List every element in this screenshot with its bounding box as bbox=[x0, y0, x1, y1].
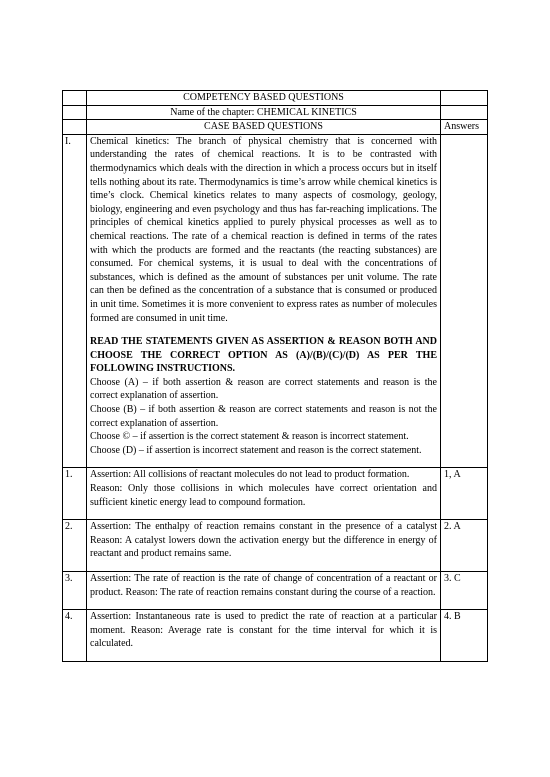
question-answer: 2. A bbox=[441, 520, 488, 572]
chapter-row bbox=[63, 105, 488, 120]
question-text: Assertion: The enthalpy of reaction remains constant in the presence of a catalyst Reason: A catalyst lowers down the activation energy but the difference in energy of reactant and product remains same. bbox=[90, 521, 437, 560]
section-heading: CASE BASED QUESTIONS bbox=[87, 120, 441, 135]
document-title: COMPETENCY BASED QUESTIONS bbox=[87, 91, 441, 106]
questions-table bbox=[62, 90, 488, 662]
instruction-heading: READ THE STATEMENTS GIVEN AS ASSERTION & REASON BOTH AND CHOOSE THE CORRECT OPTION AS (A)/(B)/(C)/(D) AS PER THE FOLLOWING INSTRUCTIONS. bbox=[90, 336, 437, 375]
option-d: Choose (D) – if assertion is incorrect statement and reason is the correct statement. bbox=[90, 444, 422, 456]
question-assertion: Assertion: All collisions of reactant molecules do not lead to product formation. bbox=[90, 469, 410, 481]
question-number: 4. bbox=[63, 610, 87, 662]
title-row bbox=[63, 91, 488, 106]
question-answer: 4. B bbox=[441, 610, 488, 662]
option-b: Choose (B) – if both assertion & reason are correct statements and reason is not the correct explanation of assertion. bbox=[90, 404, 437, 429]
option-a: Choose (A) – if both assertion & reason are correct statements and reason is the correct explanation of assertion. bbox=[90, 376, 437, 402]
question-text: Assertion: The rate of reaction is the rate of change of concentration of a reactant or product. Reason: The rate of reaction remains constant during the course of a reaction. bbox=[90, 573, 437, 598]
question-content bbox=[87, 468, 441, 520]
question-number: 2. bbox=[63, 520, 87, 572]
question-number: 1. bbox=[63, 468, 87, 520]
question-content bbox=[87, 520, 441, 572]
question-text: Assertion: Instantaneous rate is used to predict the rate of reaction at a particular moment. Reason: Average rate is constant for the time interval for which it is calculated. bbox=[90, 611, 437, 650]
question-row bbox=[63, 468, 488, 520]
answers-header: Answers bbox=[441, 120, 488, 135]
question-content bbox=[87, 572, 441, 610]
case-passage: Chemical kinetics: The branch of physical chemistry that is concerned with understanding the rates of chemical reactions. It is to be contrasted with thermodynamics which deals with the direction in which a process occurs but in itself tells nothing about its rate. Thermodynamics is time’s arrow while chemical kinetics is time’s clock. Chemical kinetics relates to many aspects of cosmology, geology, biology, engineering and even psychology and thus has far-reaching implications. The principles of chemical kinetics applied to purely physical processes as well as to chemical reactions. The rate of a chemical reaction is defined in terms of the rates with which the products are formed and the reactants (the reacting substances) are consumed. For chemical systems, it is usual to deal with the concentrations of substances, which is defined as the amount of substances per unit volume. The rate can then be defined as the concentration of a substance that is consumed or produced in unit time. Sometimes it is more convenient to express rates as number of molecules formed are consumed in unit time. bbox=[90, 135, 437, 324]
question-answer: 1, A bbox=[441, 468, 488, 520]
option-c: Choose © – if assertion is the correct statement & reason is incorrect statement. bbox=[90, 431, 409, 443]
question-row bbox=[63, 572, 488, 610]
chapter-name: Name of the chapter: CHEMICAL KINETICS bbox=[87, 105, 441, 120]
case-content bbox=[87, 134, 441, 468]
case-number: I. bbox=[63, 134, 87, 468]
question-row bbox=[63, 520, 488, 572]
case-row bbox=[63, 134, 488, 468]
question-row bbox=[63, 610, 488, 662]
question-answer: 3. C bbox=[441, 572, 488, 610]
question-content bbox=[87, 610, 441, 662]
section-row bbox=[63, 120, 488, 135]
question-number: 3. bbox=[63, 572, 87, 610]
question-reason: Reason: Only those collisions in which molecules have correct orientation and sufficient kinetic energy lead to compound formation. bbox=[90, 483, 437, 508]
